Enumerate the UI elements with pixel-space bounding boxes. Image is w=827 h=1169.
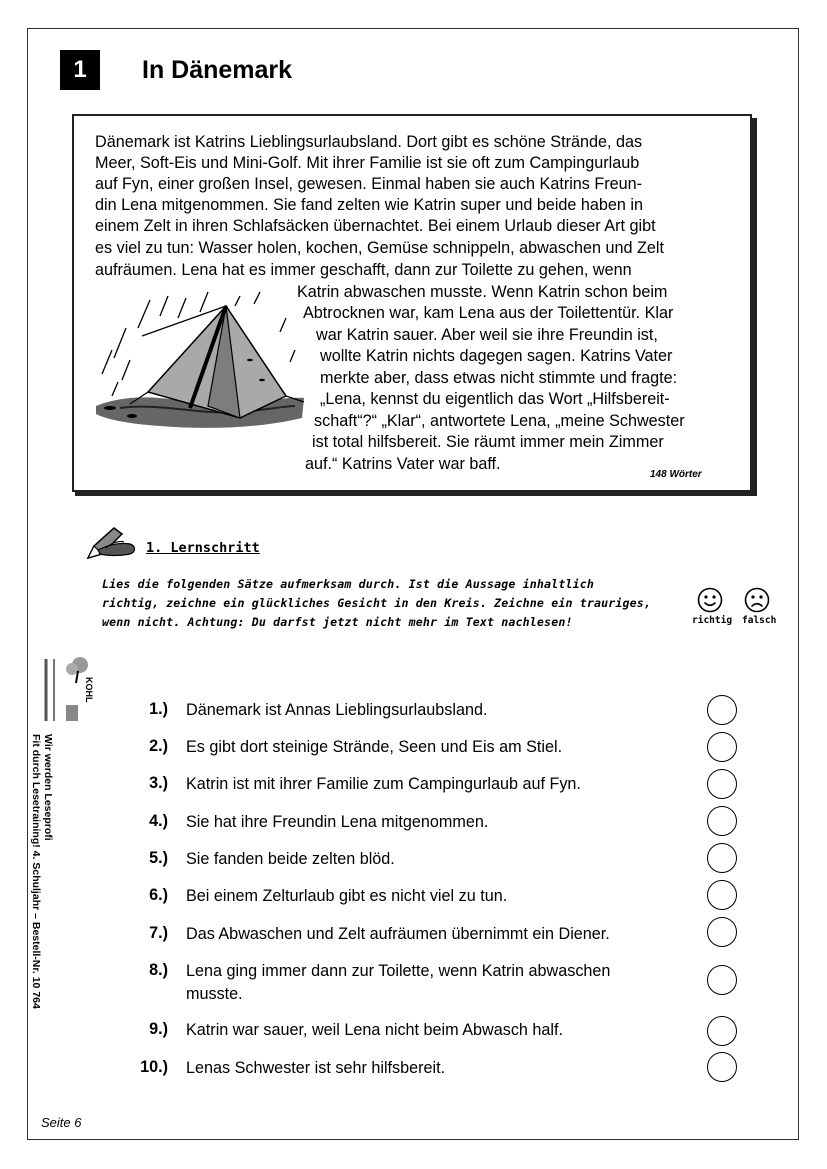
question-text: Sie hat ihre Freundin Lena mitgenommen. — [186, 813, 489, 831]
page-number: Seite 6 — [41, 1115, 82, 1130]
question-number: 5.) — [149, 849, 168, 867]
sad-face-icon — [744, 587, 770, 613]
answer-circle[interactable] — [707, 965, 737, 995]
question-number: 4.) — [149, 812, 168, 830]
question-text: Dänemark ist Annas Lieblingsurlaubsland. — [186, 701, 488, 719]
story-line: war Katrin sauer. Aber weil sie ihre Freundin ist, — [316, 326, 658, 344]
question-number: 8.) — [149, 961, 168, 979]
publisher-logo — [38, 655, 92, 725]
answer-circle[interactable] — [707, 880, 737, 910]
question-number: 3.) — [149, 774, 168, 792]
answer-circle[interactable] — [707, 843, 737, 873]
answer-circle[interactable] — [707, 695, 737, 725]
answer-circle[interactable] — [707, 917, 737, 947]
question-text: Sie fanden beide zelten blöd. — [186, 850, 395, 868]
question-number: 2.) — [149, 737, 168, 755]
instruction-line: richtig, zeichne ein glückliches Gesicht in den Kreis. Zeichne ein trauriges, — [102, 596, 652, 610]
happy-face-icon — [697, 587, 723, 613]
question-number: 7.) — [149, 924, 168, 942]
story-line: auf Fyn, einer großen Insel, gewesen. Einmal haben sie auch Katrins Freun- — [95, 175, 643, 193]
label-falsch: falsch — [742, 615, 777, 626]
answer-circle[interactable] — [707, 732, 737, 762]
writing-hand-icon — [84, 524, 138, 562]
question-text: Lenas Schwester ist sehr hilfsbereit. — [186, 1059, 446, 1077]
story-line: Abtrocknen war, kam Lena aus der Toilettentür. Klar — [303, 304, 674, 322]
story-line: ist total hilfsbereit. Sie räumt immer mein Zimmer — [312, 433, 664, 451]
story-line: Meer, Soft-Eis und Mini-Golf. Mit ihrer Familie ist sie oft zum Campingurlaub — [95, 154, 640, 172]
answer-circle[interactable] — [707, 1016, 737, 1046]
question-text-continued: musste. — [186, 985, 243, 1003]
question-text: Katrin war sauer, weil Lena nicht beim Abwasch half. — [186, 1021, 564, 1039]
answer-circle[interactable] — [707, 769, 737, 799]
series-sidebar — [30, 734, 54, 1009]
question-text: Bei einem Zelturlaub gibt es nicht viel zu tun. — [186, 887, 508, 905]
story-line: einem Zelt in ihren Schlafsäcken übernachtet. Bei einem Urlaub dieser Art gibt — [95, 217, 656, 235]
tent-in-rain-illustration — [90, 288, 312, 438]
story-line: „Lena, kennst du eigentlich das Wort „Hilfsbereit- — [320, 390, 670, 408]
question-text: Es gibt dort steinige Strände, Seen und Eis am Stiel. — [186, 738, 563, 756]
chapter-number: 1 — [60, 50, 100, 90]
step-title: 1. Lernschritt — [146, 540, 260, 556]
question-text: Das Abwaschen und Zelt aufräumen übernimmt ein Diener. — [186, 925, 610, 943]
instruction-line: Lies die folgenden Sätze aufmerksam durch. Ist die Aussage inhaltlich — [102, 577, 594, 591]
chapter-title: In Dänemark — [142, 56, 293, 84]
answer-circle[interactable] — [707, 806, 737, 836]
series-subtitle: Fit durch Lesetraining! 4. Schuljahr – Bestell-Nr. 10 764 — [30, 734, 42, 1009]
answer-circle[interactable] — [707, 1052, 737, 1082]
label-richtig: richtig — [692, 615, 733, 626]
question-text: Katrin ist mit ihrer Familie zum Campingurlaub auf Fyn. — [186, 775, 581, 793]
series-title: Wir werden Leseprofi — [42, 734, 54, 841]
story-line: wollte Katrin nichts dagegen sagen. Katrins Vater — [320, 347, 673, 365]
story-line: Dänemark ist Katrins Lieblingsurlaubsland. Dort gibt es schöne Strände, das — [95, 133, 643, 151]
question-text: Lena ging immer dann zur Toilette, wenn Katrin abwaschen — [186, 962, 611, 980]
svg-text:KOHL: KOHL — [84, 677, 94, 703]
question-number: 1.) — [149, 700, 168, 718]
story-line: din Lena mitgenommen. Sie fand zelten wie Katrin super und beide haben in — [95, 196, 644, 214]
question-number: 9.) — [149, 1020, 168, 1038]
story-line: schaft“?“ „Klar“, antwortete Lena, „meine Schwester — [314, 412, 685, 430]
instruction-line: wenn nicht. Achtung: Du darfst jetzt nicht mehr im Text nachlesen! — [102, 615, 573, 629]
question-number: 6.) — [149, 886, 168, 904]
story-line: auf.“ Katrins Vater war baff. — [305, 455, 501, 473]
story-line: Katrin abwaschen musste. Wenn Katrin schon beim — [297, 283, 668, 301]
word-count: 148 Wörter — [650, 469, 702, 480]
question-number: 10.) — [140, 1058, 168, 1076]
story-line: aufräumen. Lena hat es immer geschafft, dann zur Toilette zu gehen, wenn — [95, 261, 632, 279]
story-line: merkte aber, dass etwas nicht stimmte und fragte: — [320, 369, 678, 387]
story-line: es viel zu tun: Wasser holen, kochen, Gemüse schnippeln, abwaschen und Zelt — [95, 239, 664, 257]
